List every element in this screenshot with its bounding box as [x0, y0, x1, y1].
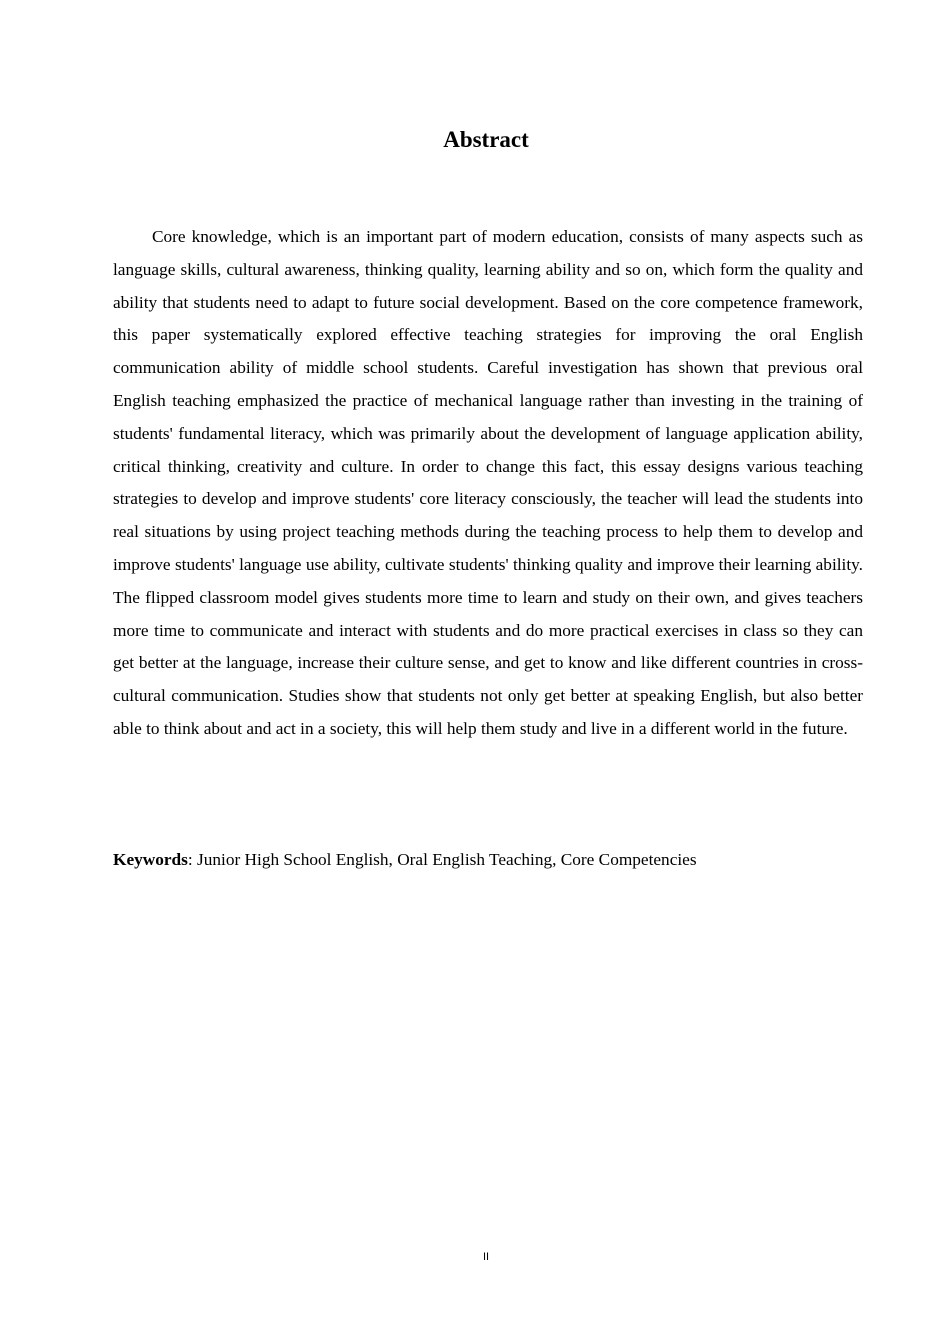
keywords-line: [113, 844, 873, 876]
page-number: II: [482, 1251, 490, 1263]
page-title: Abstract: [443, 127, 529, 152]
keywords-label: Keywords: [113, 850, 188, 869]
keywords-text: Junior High School English, Oral English Teaching, Core Competencies: [197, 850, 697, 869]
keywords-separator: :: [187, 850, 198, 869]
abstract-body: Core knowledge, which is an important part of modern education, consists of many aspects such as language skills, cultural awareness, thinking quality, learning ability and so on, which form the quality and ability that students need to adapt to future social development. Based on the core competence framework, this paper systematically explored effective teaching strategies for improving the oral English communication ability of middle school students. Careful investigation has shown that previous oral English teaching emphasized the practice of mechanical language rather than investing in the training of students' fundamental literacy, which was primarily about the development of language application ability, critical thinking, creativity and culture. In order to change this fact, this essay designs various teaching strategies to develop and improve students' core literacy consciously, the teacher will lead the students into real situations by using project teaching methods during the teaching process to help them to develop and improve students' language use ability, cultivate students' thinking quality and improve their learning ability. The flipped classroom model gives students more time to learn and study on their own, and gives teachers more time to communicate and interact with students and do more practical exercises in class so they can get better at the language, increase their culture sense, and get to know and like different countries in cross-cultural communication. Studies show that students not only get better at speaking English, but also better able to think about and act in a society, this will help them study and live in a different world in the future.: [113, 227, 863, 738]
